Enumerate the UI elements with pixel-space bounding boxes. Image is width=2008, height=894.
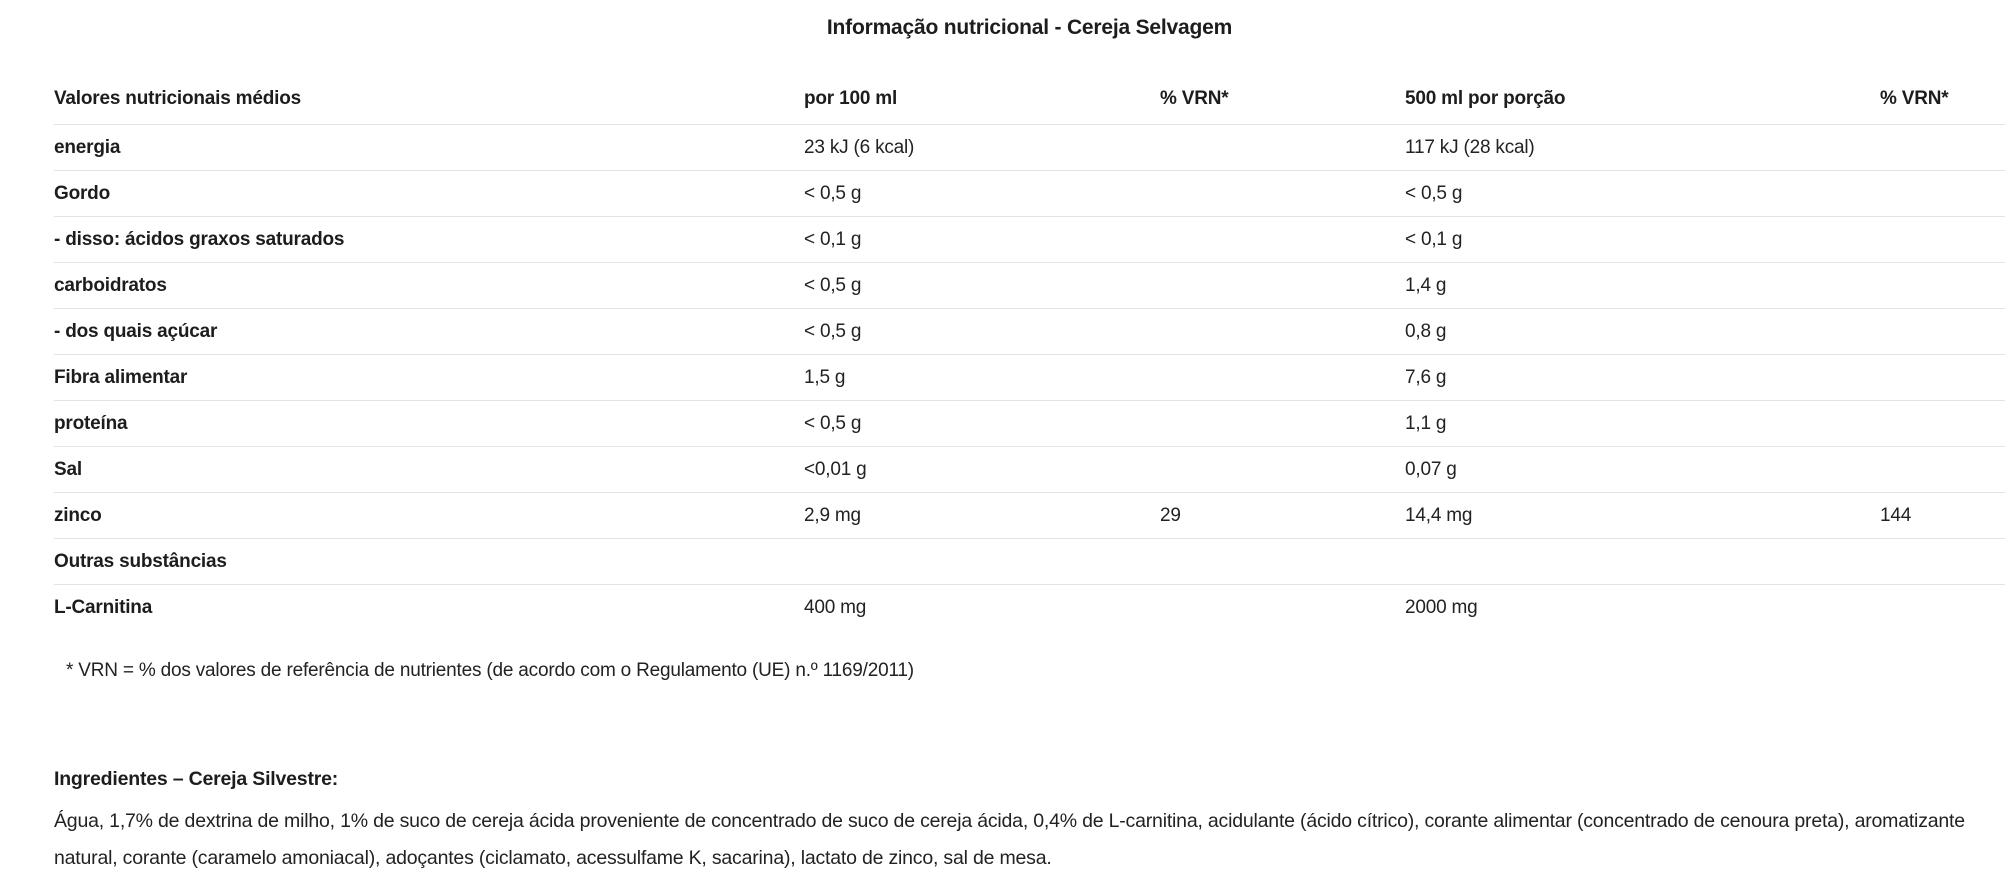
value-per-500ml: 14,4 mg (1405, 504, 1473, 526)
value-per-500ml: 1,4 g (1405, 274, 1447, 296)
value-per-500ml: < 0,1 g (1405, 228, 1463, 250)
table-row (54, 538, 2005, 584)
value-per-100ml: 1,5 g (804, 366, 846, 388)
value-per-500ml: 2000 mg (1405, 596, 1478, 618)
row-label: Gordo (54, 182, 110, 204)
row-label: - dos quais açúcar (54, 320, 218, 342)
value-per-500ml: < 0,5 g (1405, 182, 1463, 204)
table-row (54, 492, 2005, 538)
row-label: proteína (54, 412, 128, 434)
table-row (54, 308, 2005, 354)
page-title: Informação nutricional - Cereja Selvagem (826, 16, 1233, 39)
value-per-500ml: 117 kJ (28 kcal) (1405, 136, 1535, 158)
ingredients-text: Água, 1,7% de dextrina de milho, 1% de suco de cereja ácida proveniente de concentrado de suco de cereja ácida, 0,4% de L-carnitina, acidulante (ácido cítrico), corante alimentar (concentrado de cenoura preta), aromatizante natural, corante (caramelo amoniacal), adoçantes (ciclamato, acessulfame K, sacarina), lactato de zinco, sal de mesa. (54, 810, 1965, 869)
row-label: energia (54, 136, 121, 158)
value-per-100ml: < 0,5 g (804, 412, 862, 434)
table-row (54, 170, 2005, 216)
value-per-100ml: < 0,5 g (804, 320, 862, 342)
value-per-100ml: <0,01 g (804, 458, 867, 480)
table-header-row (54, 74, 2005, 124)
value-per-100ml: 400 mg (804, 596, 867, 618)
vrn-per-500ml: 144 (1880, 504, 1912, 526)
ingredients-heading: Ingredientes – Cereja Silvestre: (54, 768, 339, 790)
table-row (54, 354, 2005, 400)
row-label: carboidratos (54, 274, 167, 296)
vrn-per-100ml: 29 (1160, 504, 1181, 526)
value-per-100ml: < 0,5 g (804, 182, 862, 204)
nutrition-table (54, 74, 2005, 630)
header-average-values: Valores nutricionais médios (54, 88, 301, 109)
table-row (54, 124, 2005, 170)
table-row (54, 216, 2005, 262)
header-per-100ml: por 100 ml (804, 88, 898, 109)
table-row (54, 400, 2005, 446)
row-label: Outras substâncias (54, 550, 227, 572)
value-per-500ml: 7,6 g (1405, 366, 1447, 388)
value-per-100ml: 23 kJ (6 kcal) (804, 136, 915, 158)
table-row (54, 262, 2005, 308)
header-vrn-500ml: % VRN* (1880, 88, 1949, 109)
row-label: - disso: ácidos graxos saturados (54, 228, 345, 250)
value-per-100ml: < 0,1 g (804, 228, 862, 250)
vrn-footnote: * VRN = % dos valores de referência de nutrientes (de acordo com o Regulamento (UE) n.º 1169/2011) (66, 660, 914, 681)
row-label: L-Carnitina (54, 596, 153, 618)
nutrition-page (0, 16, 2008, 877)
value-per-500ml: 0,8 g (1405, 320, 1447, 342)
row-label: Fibra alimentar (54, 366, 188, 388)
header-vrn-100ml: % VRN* (1160, 88, 1229, 109)
table-row (54, 584, 2005, 630)
row-label: zinco (54, 504, 102, 526)
table-row (54, 446, 2005, 492)
header-per-500ml-portion: 500 ml por porção (1405, 88, 1566, 109)
value-per-100ml: < 0,5 g (804, 274, 862, 296)
value-per-100ml: 2,9 mg (804, 504, 861, 526)
value-per-500ml: 0,07 g (1405, 458, 1457, 480)
row-label: Sal (54, 458, 82, 480)
ingredients-section (54, 768, 2005, 877)
value-per-500ml: 1,1 g (1405, 412, 1447, 434)
